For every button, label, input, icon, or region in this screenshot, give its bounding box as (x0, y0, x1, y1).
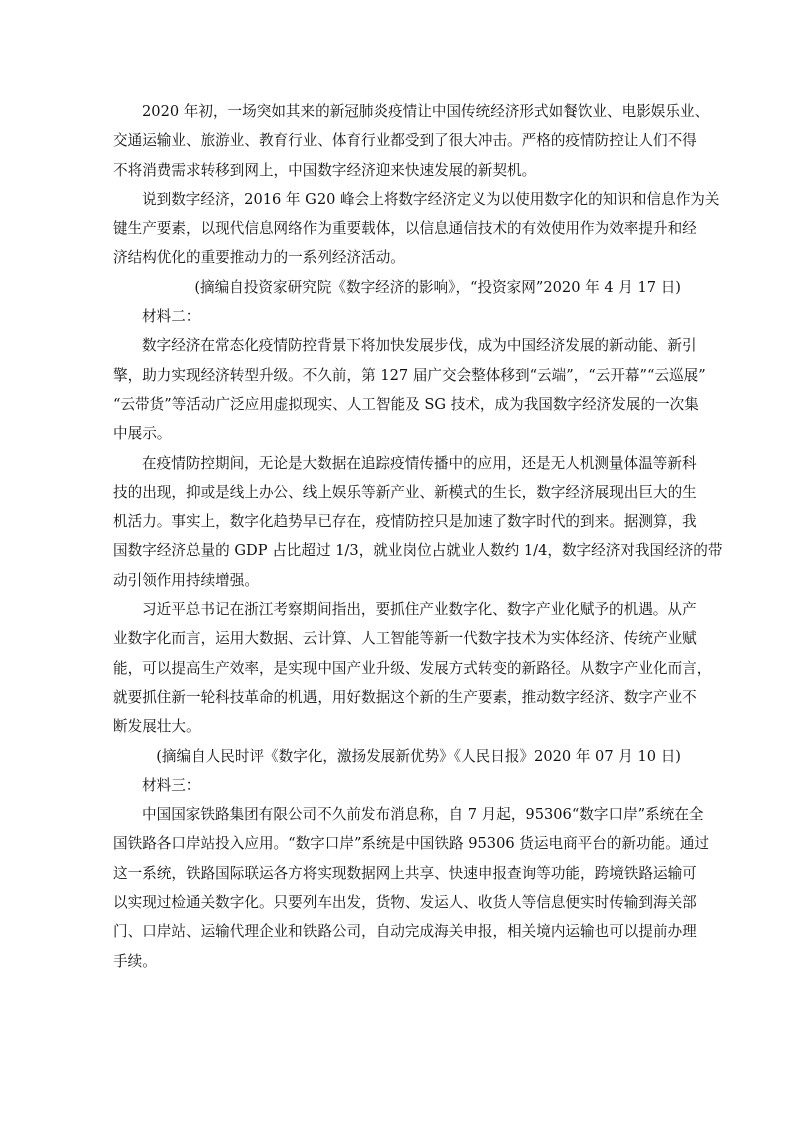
text-line: 交通运输业、旅游业、教育行业、体育行业都受到了很大冲击。严格的疫情防控让人们不得 (113, 132, 697, 150)
text-line: 机活力。事实上，数字化趋势早已存在，疫情防控只是加速了数字时代的到来。据测算，我 (113, 513, 697, 531)
paragraph-4 (113, 449, 723, 595)
source-citation-2: (摘编自人民时评《数字化，激扬发展新优势》《人民日报》2020 年 07 月 10 日) (156, 747, 681, 765)
text-line: 技的出现，抑或是线上办公、线上娱乐等新产业、新模式的生长，数字经济展现出巨大的生 (113, 483, 697, 501)
text-line: 中展示。 (113, 425, 172, 443)
text-line: 断发展壮大。 (113, 718, 201, 736)
text-line: 手续。 (113, 952, 157, 970)
paragraph-6 (113, 800, 710, 976)
paragraph-5 (113, 595, 712, 741)
text-line: 国数字经济总量的 GDP 占比超过 1/3，就业岗位占就业人数约 1/4，数字经济对我国经济的带 (113, 542, 723, 560)
text-line: 2020 年初，一场突如其来的新冠肺炎疫情让中国传统经济形式如餐饮业、电影娱乐业、 (142, 103, 710, 120)
document-body (113, 97, 723, 976)
text-line: 动引领作用持续增强。 (113, 571, 259, 589)
text-line: 能，可以提高生产效率，是实现中国产业升级、发展方式转变的新路径。从数字产业化而言， (113, 659, 712, 677)
text-line: 中国国家铁路集团有限公司不久前发布消息称，自 7 月起，95306“数字口岸”系统在全 (142, 806, 704, 824)
text-line: 以实现过检通关数字化。只要列车出发，货物、发运人、收货人等信息便实时传输到海关部 (113, 894, 697, 912)
text-line: 数字经济在常态化疫情防控背景下将加快发展步伐，成为中国经济发展的新动能、新引 (142, 337, 697, 355)
source-citation-1: (摘编自投资家研究院《数字经济的影响》，“投资家网”2020 年 4 月 17 日) (194, 278, 681, 296)
text-line: 不将消费需求转移到网上，中国数字经济迎来快速发展的新契机。 (113, 161, 537, 179)
paragraph-2 (113, 185, 720, 273)
text-line: 国铁路各口岸站投入应用。“数字口岸”系统是中国铁路 95306 货运电商平台的新功能。通过 (113, 835, 710, 853)
paragraph-3 (113, 331, 706, 448)
paragraph-1 (113, 97, 710, 185)
text-line: 说到数字经济，2016 年 G20 峰会上将数字经济定义为以使用数字化的知识和信息作为关 (142, 190, 720, 208)
material-2-heading: 材料二： (142, 308, 201, 326)
text-line: 习近平总书记在浙江考察期间指出，要抓住产业数字化、数字产业化赋予的机遇。从产 (142, 601, 697, 619)
text-line: 业数字化而言，运用大数据、云计算、人工智能等新一代数字技术为实体经济、传统产业赋 (113, 630, 697, 648)
material-3-heading: 材料三： (142, 776, 201, 794)
text-line: “云带货”等活动广泛应用虚拟现实、人工智能及 SG 技术，成为我国数字经济发展的一次集 (113, 395, 699, 413)
text-line: 键生产要素，以现代信息网络作为重要载体，以信息通信技术的有效使用作为效率提升和经 (113, 220, 697, 238)
text-line: 济结构优化的重要推动力的一系列经济活动。 (113, 249, 405, 267)
text-line: 在疫情防控期间，无论是大数据在追踪疫情传播中的应用，还是无人机测量体温等新科 (142, 454, 697, 472)
text-line: 这一系统，铁路国际联运各方将实现数据网上共享、快速申报查询等功能，跨境铁路运输可 (113, 864, 697, 882)
text-line: 门、口岸站、运输代理企业和铁路公司，自动完成海关申报，相关境内运输也可以提前办理 (113, 923, 697, 941)
text-line: 擎，助力实现经济转型升级。不久前，第 127 届广交会整体移到“云端”，“云开幕”“云巡展” (113, 366, 706, 384)
text-line: 就要抓住新一轮科技革命的机遇，用好数据这个新的生产要素，推动数字经济、数字产业不 (113, 688, 697, 706)
